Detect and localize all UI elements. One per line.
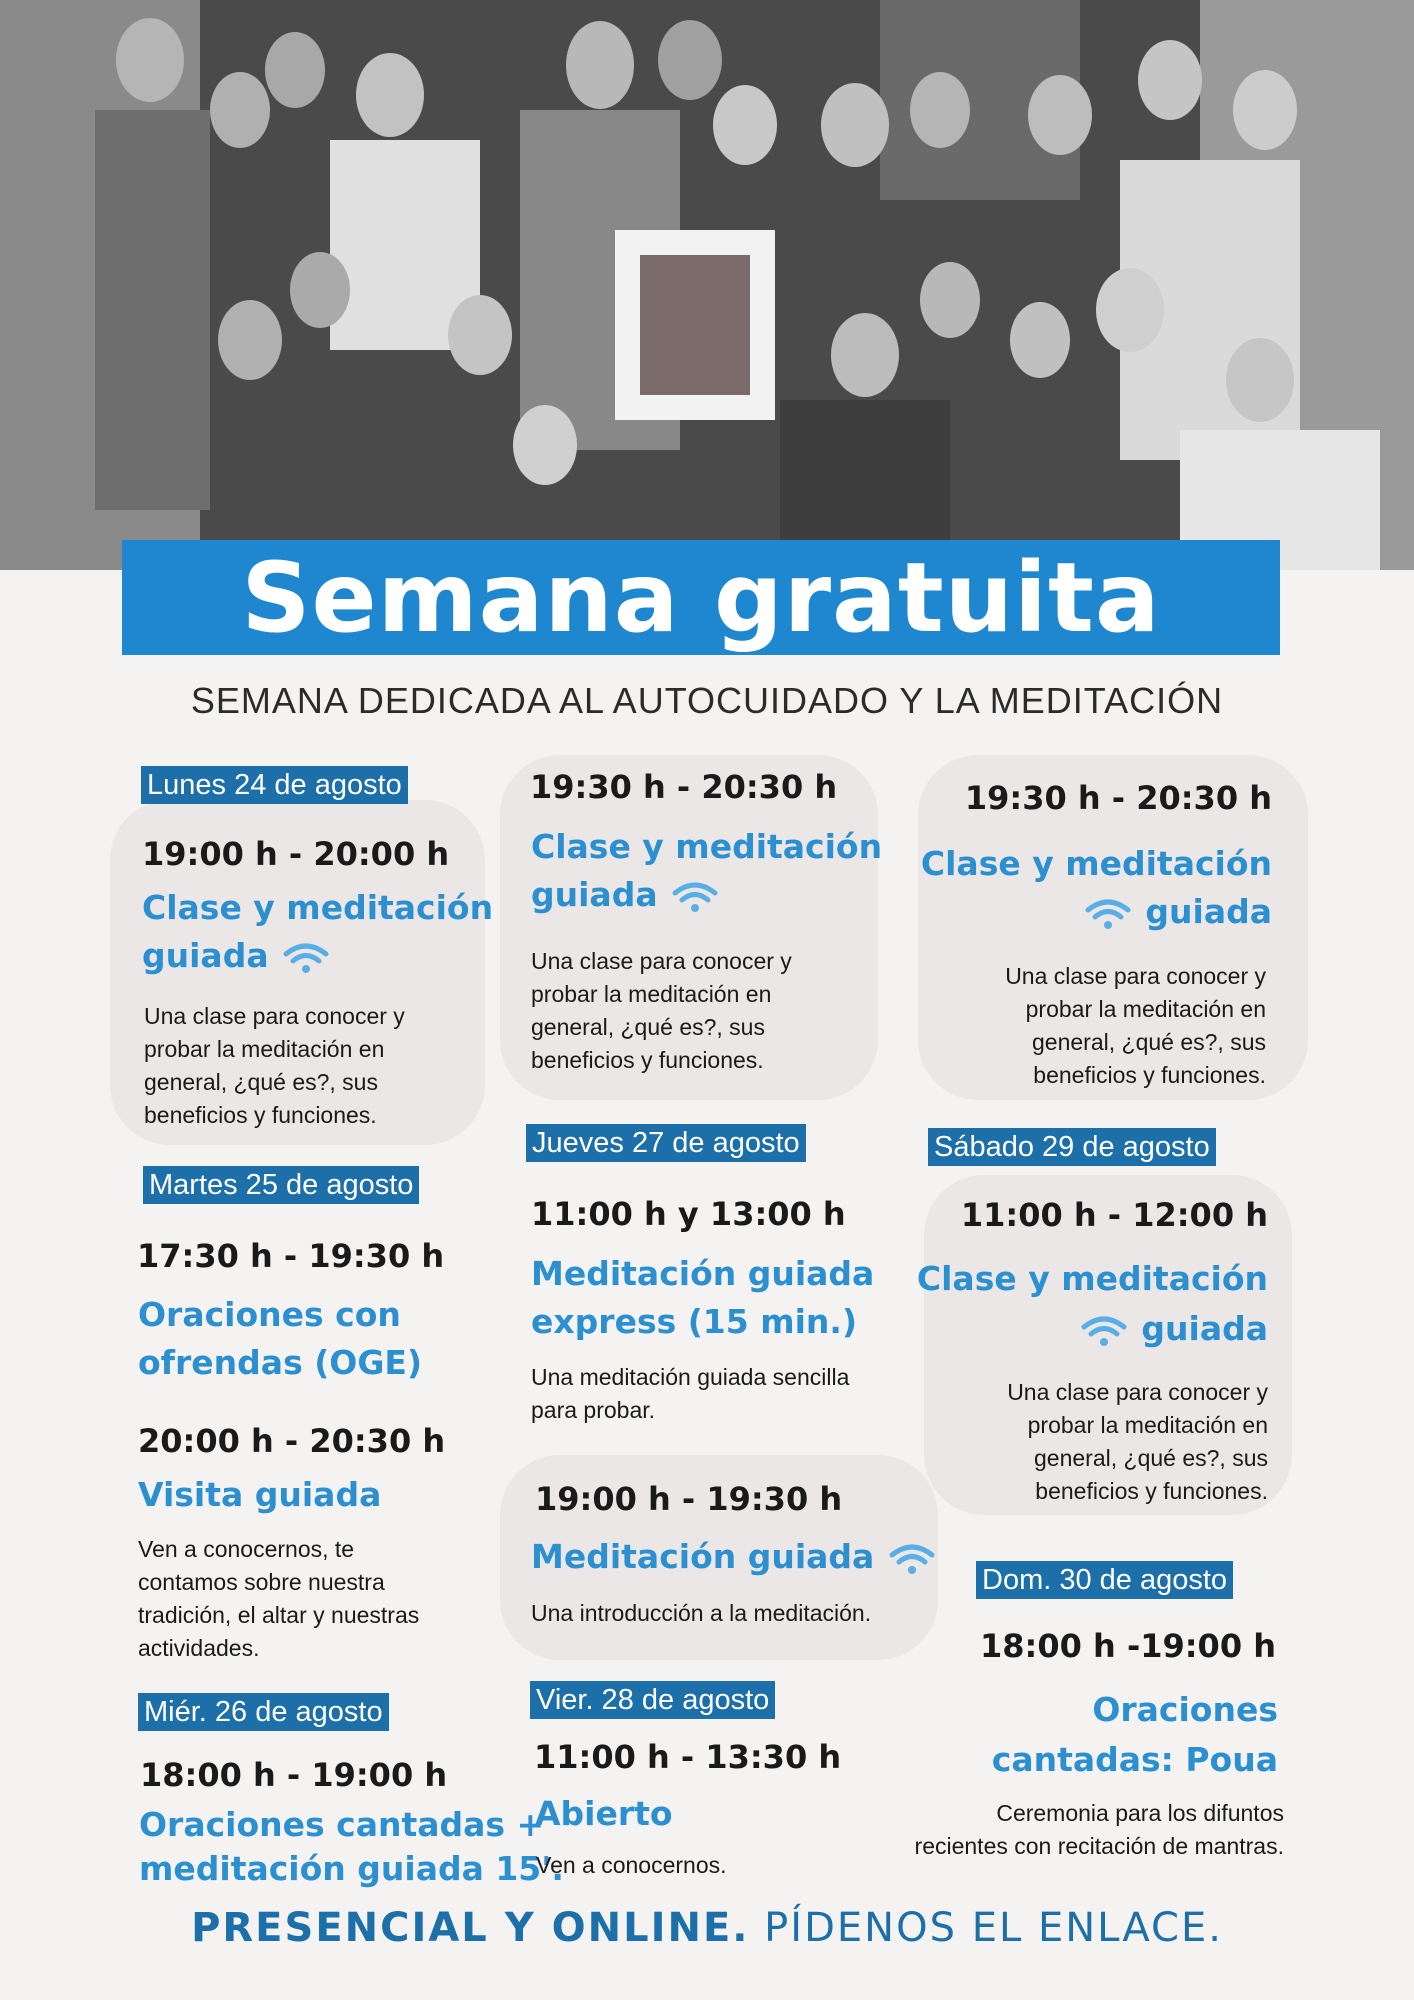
event-time: 19:30 h - 20:30 h: [530, 768, 838, 806]
group-photo: [0, 0, 1414, 615]
event-title: Clase y meditación guiada: [920, 844, 1272, 931]
event-description: Ven a conocernos.: [536, 1852, 727, 1878]
wifi-icon: [669, 879, 721, 915]
wifi-icon: [1082, 896, 1134, 932]
event-time: 11:00 h y 13:00 h: [531, 1195, 846, 1233]
page-subtitle: SEMANA DEDICADA AL AUTOCUIDADO Y LA MEDITACIÓN: [190, 680, 1224, 721]
day-label-wednesday: Miér. 26 de agosto: [138, 1693, 389, 1731]
event-title: Meditación guiada: [531, 1533, 938, 1581]
footer-cta: PRESENCIAL Y ONLINE. PÍDENOS EL ENLACE.: [191, 1905, 1223, 1951]
event-time: 20:00 h - 20:30 h: [138, 1422, 446, 1460]
event-title: Meditación guiada express (15 min.): [531, 1254, 875, 1341]
event-title: Clase y meditación guiada: [916, 1259, 1268, 1348]
event-time: 18:00 h - 19:00 h: [140, 1756, 448, 1794]
wifi-icon: [280, 940, 332, 976]
day-label-saturday: Sábado 29 de agosto: [928, 1128, 1216, 1166]
day-label-sunday: Dom. 30 de agosto: [976, 1561, 1233, 1599]
event-title: Visita guiada: [138, 1475, 382, 1514]
event-description: Ceremonia para los difuntos recientes con recitación de mantras.: [914, 1800, 1284, 1859]
event-time: 17:30 h - 19:30 h: [137, 1237, 445, 1275]
day-label-tuesday: Martes 25 de agosto: [143, 1166, 419, 1204]
event-time: 11:00 h - 13:30 h: [534, 1738, 842, 1776]
event-description: Ven a conocernos, te contamos sobre nuestra tradición, el altar y nuestras actividades.: [138, 1536, 420, 1661]
day-label-thursday: Jueves 27 de agosto: [526, 1124, 806, 1162]
event-title: Oraciones con ofrendas (OGE): [138, 1295, 423, 1382]
page-title: Semana gratuita: [241, 541, 1161, 654]
event-title: Clase y meditación guiada: [531, 827, 883, 914]
event-title: Oraciones cantadas + meditación guiada 15'.: [139, 1805, 564, 1888]
event-description: Una meditación guiada sencilla para probar.: [531, 1364, 850, 1423]
event-title: Clase y meditación guiada: [142, 888, 494, 975]
event-title: Abierto: [535, 1794, 673, 1833]
title-banner: [122, 540, 1280, 655]
event-time: 11:00 h - 12:00 h: [960, 1196, 1268, 1234]
event-time: 18:00 h -19:00 h: [980, 1627, 1276, 1665]
event-time: 19:30 h - 20:30 h: [964, 779, 1272, 817]
day-label-monday: Lunes 24 de agosto: [141, 766, 408, 804]
wifi-icon: [1078, 1313, 1130, 1349]
event-description: Una clase para conocer y probar la meditación en general, ¿qué es?, sus beneficios y funciones.: [144, 1003, 405, 1128]
day-label-friday: Vier. 28 de agosto: [530, 1681, 775, 1719]
event-description: Una introducción a la meditación.: [531, 1600, 872, 1626]
wifi-icon: [886, 1541, 938, 1577]
event-time: 19:00 h - 20:00 h: [142, 835, 450, 873]
event-description: Una clase para conocer y probar la meditación en general, ¿qué es?, sus beneficios y funciones.: [531, 948, 792, 1073]
event-description: Una clase para conocer y probar la meditación en general, ¿qué es?, sus beneficios y funciones.: [1007, 1379, 1268, 1504]
event-title: Oraciones cantadas: Poua: [991, 1690, 1278, 1779]
event-description: Una clase para conocer y probar la meditación en general, ¿qué es?, sus beneficios y funciones.: [1005, 963, 1266, 1088]
event-time: 19:00 h - 19:30 h: [535, 1480, 843, 1518]
